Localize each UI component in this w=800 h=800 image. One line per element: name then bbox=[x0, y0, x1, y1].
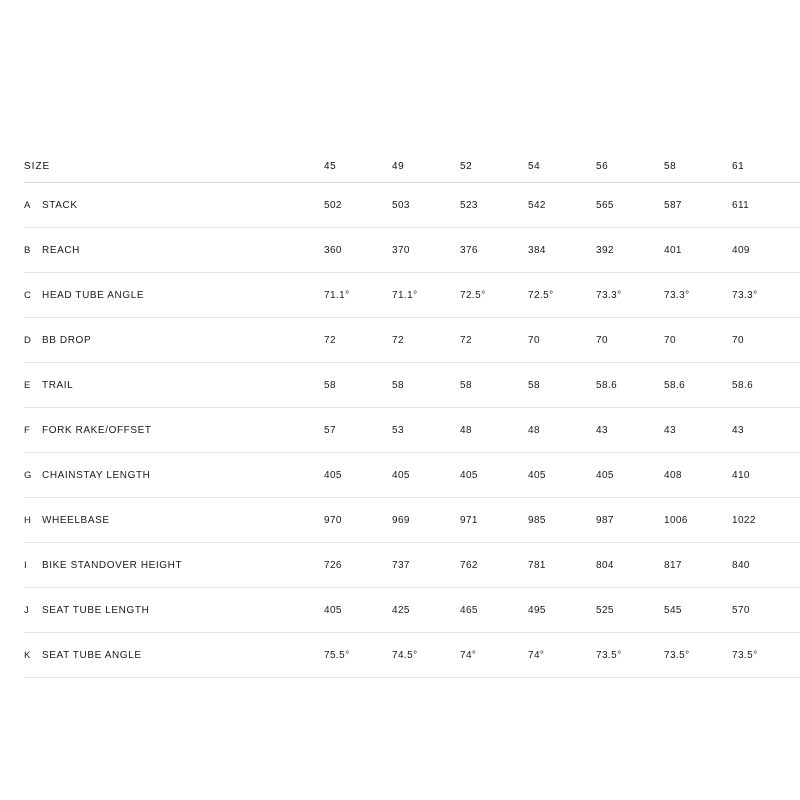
table-header bbox=[24, 150, 800, 183]
row-label-stack bbox=[24, 183, 324, 228]
row-label-bike-standover-height bbox=[24, 543, 324, 588]
table-header-row bbox=[24, 150, 800, 183]
cell-value: 840 bbox=[732, 543, 800, 588]
cell-value: 58 bbox=[460, 363, 528, 408]
table-row bbox=[24, 183, 800, 228]
table-row bbox=[24, 408, 800, 453]
row-name: REACH bbox=[42, 244, 81, 256]
table-row bbox=[24, 228, 800, 273]
cell-value: 57 bbox=[324, 408, 392, 453]
row-key: D bbox=[24, 334, 32, 346]
row-key: G bbox=[24, 469, 32, 481]
cell-value: 360 bbox=[324, 228, 392, 273]
cell-value: 587 bbox=[664, 183, 732, 228]
cell-value: 74° bbox=[460, 633, 528, 678]
cell-value: 53 bbox=[392, 408, 460, 453]
row-key: B bbox=[24, 244, 31, 256]
cell-value: 408 bbox=[664, 453, 732, 498]
cell-value: 405 bbox=[528, 453, 596, 498]
cell-value: 48 bbox=[528, 408, 596, 453]
cell-value: 58.6 bbox=[596, 363, 664, 408]
cell-value: 737 bbox=[392, 543, 460, 588]
table-row bbox=[24, 453, 800, 498]
cell-value: 781 bbox=[528, 543, 596, 588]
column-header-size-58: 58 bbox=[664, 150, 732, 183]
row-label-head-tube-angle bbox=[24, 273, 324, 318]
cell-value: 405 bbox=[324, 453, 392, 498]
cell-value: 611 bbox=[732, 183, 800, 228]
row-name: SEAT TUBE ANGLE bbox=[42, 649, 142, 661]
row-name: STACK bbox=[42, 199, 78, 211]
row-key: C bbox=[24, 289, 32, 301]
cell-value: 409 bbox=[732, 228, 800, 273]
cell-value: 72.5° bbox=[460, 273, 528, 318]
cell-value: 405 bbox=[596, 453, 664, 498]
row-name: WHEELBASE bbox=[42, 514, 110, 526]
cell-value: 726 bbox=[324, 543, 392, 588]
cell-value: 58.6 bbox=[664, 363, 732, 408]
cell-value: 72 bbox=[392, 318, 460, 363]
cell-value: 73.5° bbox=[664, 633, 732, 678]
cell-value: 523 bbox=[460, 183, 528, 228]
cell-value: 525 bbox=[596, 588, 664, 633]
cell-value: 392 bbox=[596, 228, 664, 273]
cell-value: 70 bbox=[528, 318, 596, 363]
table-row bbox=[24, 498, 800, 543]
row-name: CHAINSTAY LENGTH bbox=[42, 469, 151, 481]
cell-value: 384 bbox=[528, 228, 596, 273]
column-header-size-52: 52 bbox=[460, 150, 528, 183]
cell-value: 73.5° bbox=[732, 633, 800, 678]
cell-value: 58 bbox=[392, 363, 460, 408]
cell-value: 545 bbox=[664, 588, 732, 633]
cell-value: 542 bbox=[528, 183, 596, 228]
cell-value: 70 bbox=[732, 318, 800, 363]
row-name: BIKE STANDOVER HEIGHT bbox=[42, 559, 183, 571]
cell-value: 425 bbox=[392, 588, 460, 633]
cell-value: 72 bbox=[324, 318, 392, 363]
cell-value: 73.3° bbox=[732, 273, 800, 318]
column-header-size-45: 45 bbox=[324, 150, 392, 183]
cell-value: 71.1° bbox=[392, 273, 460, 318]
column-header-size-61: 61 bbox=[732, 150, 800, 183]
cell-value: 503 bbox=[392, 183, 460, 228]
row-label-trail bbox=[24, 363, 324, 408]
cell-value: 370 bbox=[392, 228, 460, 273]
geometry-table-container bbox=[24, 150, 776, 678]
cell-value: 1006 bbox=[664, 498, 732, 543]
row-label-bb-drop bbox=[24, 318, 324, 363]
cell-value: 502 bbox=[324, 183, 392, 228]
cell-value: 405 bbox=[392, 453, 460, 498]
cell-value: 565 bbox=[596, 183, 664, 228]
cell-value: 73.5° bbox=[596, 633, 664, 678]
row-label-wheelbase bbox=[24, 498, 324, 543]
cell-value: 1022 bbox=[732, 498, 800, 543]
cell-value: 376 bbox=[460, 228, 528, 273]
table-row bbox=[24, 363, 800, 408]
cell-value: 401 bbox=[664, 228, 732, 273]
row-label-seat-tube-length bbox=[24, 588, 324, 633]
row-key: J bbox=[24, 604, 30, 616]
table-row bbox=[24, 633, 800, 678]
cell-value: 70 bbox=[664, 318, 732, 363]
row-key: K bbox=[24, 649, 31, 661]
row-key: A bbox=[24, 199, 31, 211]
row-name: TRAIL bbox=[42, 379, 74, 391]
cell-value: 43 bbox=[664, 408, 732, 453]
cell-value: 71.1° bbox=[324, 273, 392, 318]
table-row bbox=[24, 318, 800, 363]
cell-value: 75.5° bbox=[324, 633, 392, 678]
row-label-chainstay-length bbox=[24, 453, 324, 498]
cell-value: 969 bbox=[392, 498, 460, 543]
cell-value: 48 bbox=[460, 408, 528, 453]
row-label-reach bbox=[24, 228, 324, 273]
column-header-size-56: 56 bbox=[596, 150, 664, 183]
cell-value: 70 bbox=[596, 318, 664, 363]
row-key: H bbox=[24, 514, 32, 526]
row-key: I bbox=[24, 559, 28, 571]
cell-value: 58 bbox=[528, 363, 596, 408]
cell-value: 465 bbox=[460, 588, 528, 633]
cell-value: 73.3° bbox=[596, 273, 664, 318]
cell-value: 74° bbox=[528, 633, 596, 678]
cell-value: 72.5° bbox=[528, 273, 596, 318]
cell-value: 970 bbox=[324, 498, 392, 543]
cell-value: 72 bbox=[460, 318, 528, 363]
row-name: BB DROP bbox=[42, 334, 92, 346]
row-name: HEAD TUBE ANGLE bbox=[42, 289, 145, 301]
row-key: F bbox=[24, 424, 31, 436]
cell-value: 43 bbox=[732, 408, 800, 453]
cell-value: 405 bbox=[460, 453, 528, 498]
cell-value: 971 bbox=[460, 498, 528, 543]
cell-value: 405 bbox=[324, 588, 392, 633]
cell-value: 570 bbox=[732, 588, 800, 633]
table-row bbox=[24, 588, 800, 633]
column-header-size-54: 54 bbox=[528, 150, 596, 183]
cell-value: 74.5° bbox=[392, 633, 460, 678]
cell-value: 495 bbox=[528, 588, 596, 633]
table-body bbox=[24, 183, 800, 678]
row-name: SEAT TUBE LENGTH bbox=[42, 604, 150, 616]
cell-value: 410 bbox=[732, 453, 800, 498]
column-header-size: SIZE bbox=[24, 150, 324, 183]
column-header-size-49: 49 bbox=[392, 150, 460, 183]
cell-value: 58 bbox=[324, 363, 392, 408]
table-row bbox=[24, 273, 800, 318]
cell-value: 817 bbox=[664, 543, 732, 588]
cell-value: 804 bbox=[596, 543, 664, 588]
row-key: E bbox=[24, 379, 31, 391]
geometry-table bbox=[24, 150, 800, 678]
cell-value: 43 bbox=[596, 408, 664, 453]
cell-value: 985 bbox=[528, 498, 596, 543]
row-label-fork-rake-offset bbox=[24, 408, 324, 453]
row-name: FORK RAKE/OFFSET bbox=[42, 424, 152, 436]
cell-value: 58.6 bbox=[732, 363, 800, 408]
cell-value: 987 bbox=[596, 498, 664, 543]
cell-value: 762 bbox=[460, 543, 528, 588]
row-label-seat-tube-angle bbox=[24, 633, 324, 678]
table-row bbox=[24, 543, 800, 588]
cell-value: 73.3° bbox=[664, 273, 732, 318]
